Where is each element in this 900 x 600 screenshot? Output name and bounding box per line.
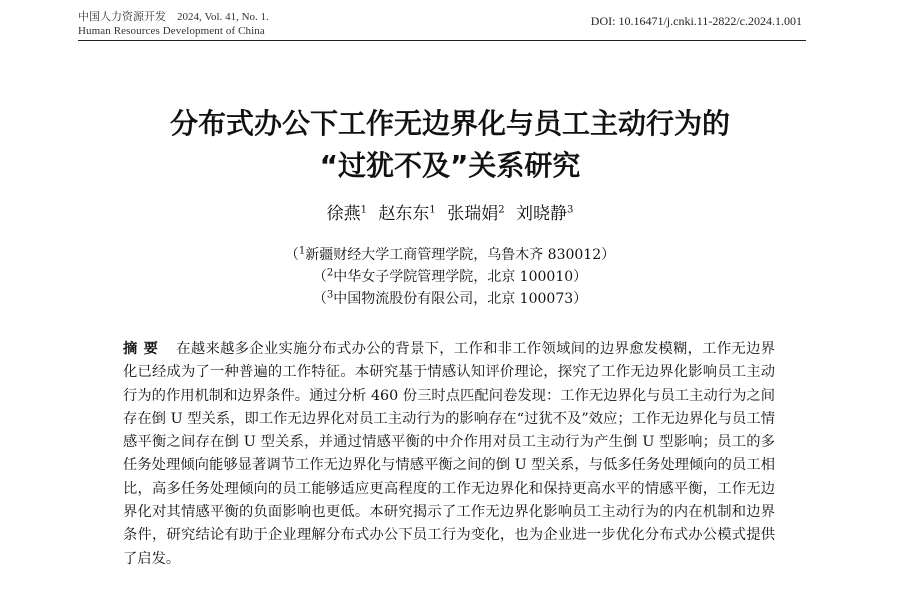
author-name: 张瑞娟 — [447, 204, 499, 224]
abstract-label: 摘要 — [123, 341, 165, 357]
affiliation-mark: 3 — [326, 289, 334, 301]
author-name: 刘晓静 — [515, 204, 567, 224]
journal-name-en: Human Resources Development of China — [78, 25, 265, 37]
header-divider — [78, 40, 806, 41]
author — [447, 204, 504, 224]
title-line-2: “过犹不及”关系研究 — [319, 149, 581, 182]
affiliation-text: 中华女子学院管理学院，北京 100010 — [333, 269, 574, 285]
affiliation-mark: 2 — [326, 267, 334, 279]
title-line-1: 分布式办公下工作无边界化与员工主动行为的 — [169, 107, 730, 140]
author-name: 赵东东 — [378, 204, 430, 224]
abstract-text: 在越来越多企业实施分布式办公的背景下，工作和非工作领域间的边界愈发模糊，工作无边界化已经成为了一种普遍的工作特征。本研究基于情感认知评价理论，探究了工作无边界化影响员工主动行为的作用机制和边界条件。通过分析 460 份三时点匹配问卷发现：工作无边界化与员工主动行为之间存在倒 U 型关系，即工作无边界化对员工主动行为的影响存在“过犹不及”效应；工作无边界化与员工情感平衡之间存在倒 U 型关系，并通过情感平衡的中介作用对员工主动行为产生倒 U 型影响；员工的多任务处理倾向能够显著调节工作无边界化与情感平衡之间的倒 U 型关系，与低多任务处理倾向的员工相比，高多任务处理倾向的员工能够适应更高程度的工作无边界化和保持更高水平的情感平衡，工作无边界化对其情感平衡的负面影响也更低。本研究揭示了工作无边界化影响员工主动行为的内在机制和边界条件，研究结论有助于企业理解分布式办公下员工行为变化，也为企业进一步优化分布式办公模式提供了启发。 — [123, 341, 776, 567]
paper-title — [0, 103, 900, 187]
author — [327, 204, 367, 224]
affiliation-mark: 1 — [298, 245, 306, 257]
doi: DOI: 10.16471/j.cnki.11-2822/c.2024.1.001 — [590, 14, 802, 28]
affiliation-text: 新疆财经大学工商管理学院，乌鲁木齐 830012 — [305, 247, 602, 263]
affiliation-list — [0, 244, 900, 310]
journal-name-cn: 中国人力资源开发 2024, Vol. 41, No. 1. — [78, 11, 269, 23]
author-affiliation-mark: 1 — [360, 204, 368, 216]
author-affiliation-mark: 2 — [498, 204, 505, 216]
author-affiliation-mark: 3 — [566, 204, 574, 216]
affiliation-text: 中国物流股份有限公司，北京 100073 — [333, 291, 574, 307]
author — [378, 204, 435, 224]
author-list — [0, 203, 900, 225]
journal-info — [78, 10, 269, 38]
author-name: 徐燕 — [326, 204, 361, 224]
affiliation: （$^3$中国物流股份有限公司，北京 100073） — [312, 289, 588, 307]
author — [516, 204, 573, 224]
abstract — [123, 338, 775, 571]
author-affiliation-mark: 1 — [429, 204, 436, 216]
affiliation: （$^2$中华女子学院管理学院，北京 100010） — [312, 267, 588, 285]
affiliation: （$^1$新疆财经大学工商管理学院，乌鲁木齐 830012） — [284, 245, 616, 263]
